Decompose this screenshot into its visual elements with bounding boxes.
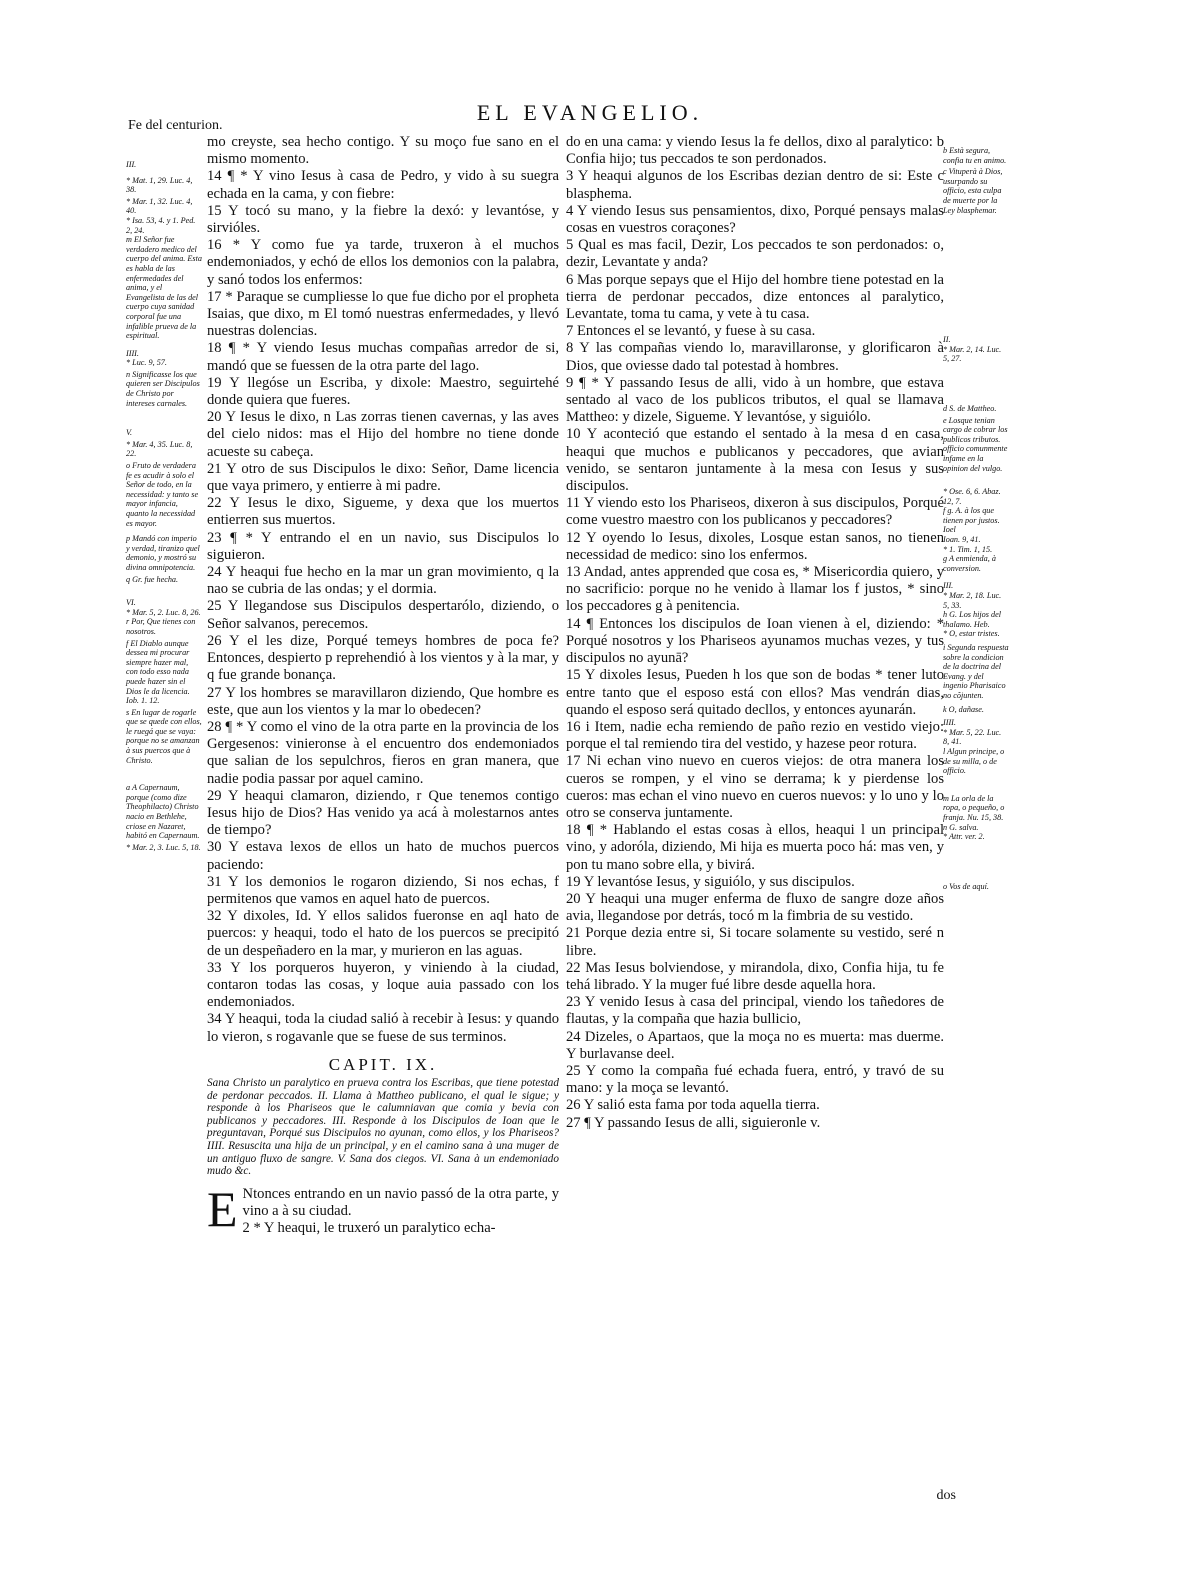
verse: 29 Y heaqui clamaron, diziendo, r Que tenemos contigo Iesus hijo de Dios? Has venido ya acá à molestarnos antes de tiempo? bbox=[207, 787, 559, 839]
verse: 21 Porque dezia entre si, Si tocare solamente su vestido, seré n libre. bbox=[566, 925, 944, 959]
verse: 15 Y dixoles Iesus, Pueden h los que son de bodas * tener luto entre tanto que el esposo está con ellos? Mas vendrán dias, quando el esposo será quitado decllos, y entonces ayunarán. bbox=[566, 667, 944, 718]
margin-note: h G. Los hijos del thalamo. Heb. bbox=[943, 610, 1002, 629]
verse: 24 Y heaqui fue hecho en la mar un gran movimiento, q la nao se cubria de las ondas; y el dormia. bbox=[207, 564, 559, 598]
running-head: Fe del centurion. bbox=[128, 118, 223, 133]
margin-note: * Mar. 2, 3. Luc. 5, 18. bbox=[126, 842, 201, 852]
verse: do en una cama: y viendo Iesus la fe dellos, dixo al paralytico: b Confia hijo; tus peccados te son perdonados. bbox=[566, 134, 944, 168]
verse: 25 Y como la compaña fué echada fuera, entró, y travó de su mano: y la moça se levantó. bbox=[566, 1062, 944, 1097]
verse: 19 Y levantóse Iesus, y siguiólo, y sus discipulos. bbox=[566, 873, 855, 890]
verse: 8 Y las compañas viendo lo, maravillaronse, y glorificaron à Dios, que oviesse dado tal potestad à hombres. bbox=[566, 340, 944, 374]
margin-note: b Està segura, confia tu en animo. bbox=[943, 146, 1007, 165]
verse: 30 Y estava lexos de ellos un hato de muchos puercos paciendo: bbox=[207, 839, 559, 873]
margin-note: n Significasse los que quieren ser Discipulos de Christo por intereses carnales. bbox=[126, 369, 200, 408]
verse: 32 Y dixoles, Id. Y ellos salidos fueronse en aql hato de puercos: y heaqui, todo el hato de los puercos se precipitó de un despeñadero en la mar, y murieron en las aguas. bbox=[207, 908, 559, 959]
verse: 11 Y viendo esto los Phariseos, dixeron à sus discipulos, Porqué come vuestro maestro con los publicanos y peccadores? bbox=[566, 495, 944, 529]
verse: 7 Entonces el se levantó, y fuese à su casa. bbox=[566, 323, 816, 340]
verse: 17 Ni echan vino nuevo en cueros viejos: de otra manera los cueros se rompen, y el vino se derrama; k y pierdense los cueros: mas echan el vino nuevo en cueros nuevos: y lo uno y lo otro se conserva juntamente. bbox=[566, 753, 944, 821]
verse: 26 Y el les dize, Porqué temeys hombres de poca fe? Entonces, despierto p reprehendió à los vientos y à la mar, y q fue grande bonança. bbox=[207, 632, 559, 684]
verse: 14 ¶ Entonces los discipulos de Ioan vienen à el, diziendo: * Porqué nosotros y los Phariseos ayunamos muchas vezes, y tus discipulos no ayunā? bbox=[566, 615, 944, 667]
verse: 22 Y Iesus le dixo, Sigueme, y dexa que los muertos entierren sus muertos. bbox=[207, 495, 559, 529]
margin-note: e Losque tenian cargo de cobrar los publicos tributos. officio comunmente infame en la opinion del vulgo. bbox=[943, 415, 1008, 473]
verse: 33 Y los porqueros huyeron, y viniendo à la ciudad, contaron todas las cosas, y loque auia passado con los endemoniados. bbox=[207, 959, 559, 1011]
verse: 9 ¶ * Y passando Iesus de alli, vido à un hombre, que estava sentado al vaco de los publicos tributos, el qual se llamava Mattheo: y dizele, Sigueme. Y levantóse, y siguiólo. bbox=[566, 374, 944, 426]
verse: Ntonces entrando en un navio passó de la otra parte, y vino a à su ciudad. bbox=[242, 1185, 559, 1219]
margin-note: s En lugar de rogarle que se quede con ellos, le ruegá que se vaya: porque no se amanzan à sus puercos que à Christo. bbox=[126, 707, 202, 765]
margin-note: * O, estar tristes. bbox=[943, 629, 1000, 639]
left-margin-notes bbox=[126, 160, 202, 852]
margin-note: i Segunda respuesta sobre la condicion de la doctrina del Evang. y del ingenio Pharisaico no cõjunten. bbox=[943, 643, 1009, 700]
margin-note: * Luc. 9, 57. bbox=[126, 358, 167, 368]
margin-note: * Mar. 2, 14. Luc. 5, 27. bbox=[943, 344, 1002, 364]
margin-note: * 1. Tim. 1, 15. bbox=[943, 544, 993, 554]
verse: 19 Y llegóse un Escriba, y dixole: Maestro, seguirtehé donde quiera que fueres. bbox=[207, 374, 559, 409]
margin-note: * Mar. 4, 35. Luc. 8, 22. bbox=[126, 439, 193, 459]
verse: 34 Y heaqui, toda la ciudad salió à recebir à Iesus: y quando lo vieron, s rogavanle que se fuese de sus terminos. bbox=[207, 1011, 559, 1045]
margin-note: o Vos de aquí. bbox=[943, 881, 989, 891]
margin-note: n G. salva. bbox=[943, 822, 979, 832]
margin-note: r Por, Que tienes con nosotros. bbox=[126, 617, 196, 636]
margin-note: a A Capernaum, porque (como dize Theophilacto) Christo nacio en Bethlehe, criose en Nazaret, habitó en Capernaum. bbox=[126, 783, 200, 841]
margin-note: IIII. bbox=[126, 348, 139, 358]
verse: 20 Y heaqui una muger enferma de fluxo de sangre doze años avia, llegandose por detrás, tocó m la fimbria de su vestido. bbox=[566, 890, 944, 925]
verse: 12 Y oyendo lo Iesus, dixoles, Losque estan sanos, no tienen necessidad de medico: sino los enfermos. bbox=[566, 529, 944, 563]
right-column bbox=[566, 134, 944, 1132]
margin-note: IIII. bbox=[943, 718, 956, 728]
verse: 22 Mas Iesus bolviendose, y mirandola, dixo, Confia hija, tu fe tehá librado. Y la muger fué libre desde aquella hora. bbox=[566, 959, 944, 993]
margin-note: f g. A. à los que tienen por justos. Ioel bbox=[943, 506, 1000, 535]
chapter-summary: Sana Christo un paralytico en prueva contra los Escribas, que tiene potestad de perdonar peccados. II. Llama à Mattheo publicano, el qual le sigue; y responde à los Phariseos que le calumniavan que comia y bevia con publicanos y peccadores. III. Responde à los Discipulos de Ioan que le preguntavan, Porqué sus Discipulos no ayunan, como ellos, y los Phariseos? IIII. Resuscita una hija de un principal, y en el camino sana à una muger de un antiguo fluxo de sangre. V. Sana dos ciegos. VI. Sana à un endemoniado mudo &c. bbox=[207, 1076, 559, 1178]
drop-cap: E bbox=[207, 1180, 238, 1237]
verse: 14 ¶ * Y vino Iesus à casa de Pedro, y vido à su suegra echada en la cama, y con fiebre: bbox=[207, 168, 559, 202]
margin-note: III. bbox=[943, 581, 954, 591]
margin-note: g A enmienda, à conversion. bbox=[943, 554, 996, 573]
margin-note: Ioan. 9, 41. bbox=[943, 535, 981, 545]
verse: 18 ¶ * Y viendo Iesus muchas compañas arredor de si, mandó que se fuessen de la otra parte del lago. bbox=[207, 340, 559, 374]
margin-note: p Mandó con imperio y verdad, tiranizo quel demonio, y mostró su divina omnipotencia. bbox=[126, 534, 200, 572]
page-title: EL EVANGELIO. bbox=[476, 100, 704, 125]
verse: 4 Y viendo Iesus sus pensamientos, dixo, Porqué pensays malas cosas en vuestros coraçones? bbox=[566, 202, 944, 237]
margin-note: o Fruto de verdadera fe es acudir à solo el Señor de todo, en la necessidad: y tanto se mayor infancia, quanto la necessidad es mayor. bbox=[126, 461, 199, 528]
margin-note: III. bbox=[126, 160, 137, 169]
verse: 10 Y aconteció que estando el sentado à la mesa d en casa, heaqui que muchos e publicanos y peccadores, que avian venido, se sentaron juntamente à la mesa con Iesus y sus discipulos. bbox=[566, 426, 944, 495]
verse: 28 ¶ * Y como el vino de la otra parte en la provincia de los Gergesenos: vinieronse à el encuentro dos endemoniados que salian de los sepulchros, fieros en gran manera, que nadie podia passar por aquel camino. bbox=[207, 718, 559, 787]
verse: 24 Dizeles, o Apartaos, que la moça no es muerta: mas duerme. Y burlavanse deel. bbox=[566, 1028, 944, 1062]
verse: 18 ¶ * Hablando el estas cosas à ellos, heaqui l un principal vino, y adoróla, diziendo, Mi hija es muerta poco há: mas ven, y pon tu mano sobre ella, y bivirá. bbox=[566, 822, 944, 873]
margin-note: * Mar. 5, 22. Luc. 8, 41. bbox=[943, 727, 1002, 747]
verse: 5 Qual es mas facil, Dezir, Los peccados te son perdonados: o, dezir, Levantate y anda? bbox=[566, 237, 944, 271]
margin-note: * Isa. 53, 4. y 1. Ped. 2, 24. bbox=[126, 215, 196, 235]
margin-note: c Vituperà à Dios, usurpando su officio, esta culpa de muerte por la Ley blasphemar. bbox=[943, 167, 1003, 215]
verse: 25 Y llegandose sus Discipulos despertarólo, diziendo, o Señor salvanos, perecemos. bbox=[207, 598, 559, 632]
verse: 16 i Item, nadie echa remiendo de paño rezio en vestido viejo: porque el tal remiendo tira del vestido, y hazese peor rotura. bbox=[566, 718, 944, 753]
margin-note: q Gr. fue hecha. bbox=[126, 574, 179, 584]
verse: 15 Y tocó su mano, y la fiebre la dexó: y levantóse, y sirvióles. bbox=[207, 202, 559, 237]
margin-note: l Algun principe, o de su milla, o de officio. bbox=[943, 746, 1005, 776]
margin-note: * Attr. ver. 2. bbox=[943, 832, 985, 842]
margin-note: * Mar. 5, 2. Luc. 8, 26. bbox=[126, 607, 201, 617]
verse: mo creyste, sea hecho contigo. Y su moço fue sano en el mismo momento. bbox=[207, 134, 559, 168]
margin-note: * Mar. 2, 18. Luc. 5, 33. bbox=[943, 591, 1002, 610]
verse: 21 Y otro de sus Discipulos le dixo: Señor, Dame licencia que vaya primero, y entierre à mi padre. bbox=[207, 460, 559, 495]
verse: 17 * Paraque se cumpliesse lo que fue dicho por el propheta Isaias, que dixo, m El tomó nuestras enfermedades, y llevó nuestras dolencias. bbox=[207, 288, 559, 340]
verse: 2 * Y heaqui, le truxeró un paralytico echa- bbox=[242, 1220, 496, 1237]
verse: 13 Andad, antes apprended que cosa es, * Misericordia quiero, y no sacrificio: porque no he venido à llamar los f justos, * sino los peccadores g à penitencia. bbox=[566, 564, 944, 615]
catchword: dos bbox=[936, 1488, 956, 1503]
verse: 6 Mas porque sepays que el Hijo del hombre tiene potestad en la tierra de perdonar peccados, dize entonces al paralytico, Levantate, toma tu cama, y vete à tu casa. bbox=[566, 271, 944, 323]
margin-note: * Mat. 1, 29. Luc. 4, 38. bbox=[126, 175, 193, 195]
margin-note: k O, dañase. bbox=[943, 704, 984, 714]
margin-note: V. bbox=[126, 428, 132, 438]
margin-note: VI. bbox=[126, 598, 136, 608]
verse: 27 Y los hombres se maravillaron diziendo, Que hombre es este, que aun los vientos y la mar lo obedecen? bbox=[207, 684, 559, 718]
verse: 23 Y venido Iesus à casa del principal, viendo los tañedores de flautas, y la compaña que hazia bullicio, bbox=[566, 994, 944, 1028]
margin-note: d S. de Mattheo. bbox=[943, 403, 997, 413]
verse: 31 Y los demonios le rogaron diziendo, Si nos echas, f permitenos que vamos en aquel hato de puercos. bbox=[207, 873, 559, 907]
verse: 20 Y Iesus le dixo, n Las zorras tienen cavernas, y las aves del cielo nidos: mas el Hijo del hombre no tiene donde acueste su cabeça. bbox=[207, 409, 559, 460]
verse: 16 * Y como fue ya tarde, truxeron à el muchos endemoniados, y echó de ellos los demonios con la palabra, y sanó todos los enfermos: bbox=[207, 237, 559, 288]
verse: 23 ¶ * Y entrando el en un navio, sus Discipulos lo siguieron. bbox=[207, 529, 559, 563]
verse: 3 Y heaqui algunos de los Escribas dezian dentro de si: Este c blasphema. bbox=[566, 168, 944, 202]
margin-note: m La orla de la ropa, o pequeño, o franja. Nu. 15, 38. bbox=[943, 793, 1005, 822]
verse: 26 Y salió esta fama por toda aquella tierra. bbox=[566, 1097, 820, 1114]
margin-note: II. bbox=[943, 335, 951, 345]
chapter-heading: CAPIT. IX. bbox=[328, 1054, 438, 1074]
margin-note: m El Señor fue verdadero medico del cuerpo del anima. Esta es habla de las enfermedades del anima, y el Evangelista de las del cuerpo cuya sanidad corporal fue una infalible prueva de la espiritual. bbox=[126, 235, 202, 341]
verse: 27 ¶ Y passando Iesus de alli, siguieronle v. bbox=[566, 1114, 821, 1131]
right-margin-notes bbox=[943, 146, 1009, 891]
left-column bbox=[207, 134, 559, 1237]
margin-note: f El Diablo aunque dessea mi procurar siempre hazer mal, con todo esso nada puede hazer sin el Dios le da licencia. Iob. 1. 12. bbox=[126, 638, 190, 706]
margin-note: * Ose. 6, 6. Abaz. 12, 7. bbox=[943, 487, 1001, 506]
margin-note: * Mar. 1, 32. Luc. 4, 40. bbox=[126, 196, 193, 216]
